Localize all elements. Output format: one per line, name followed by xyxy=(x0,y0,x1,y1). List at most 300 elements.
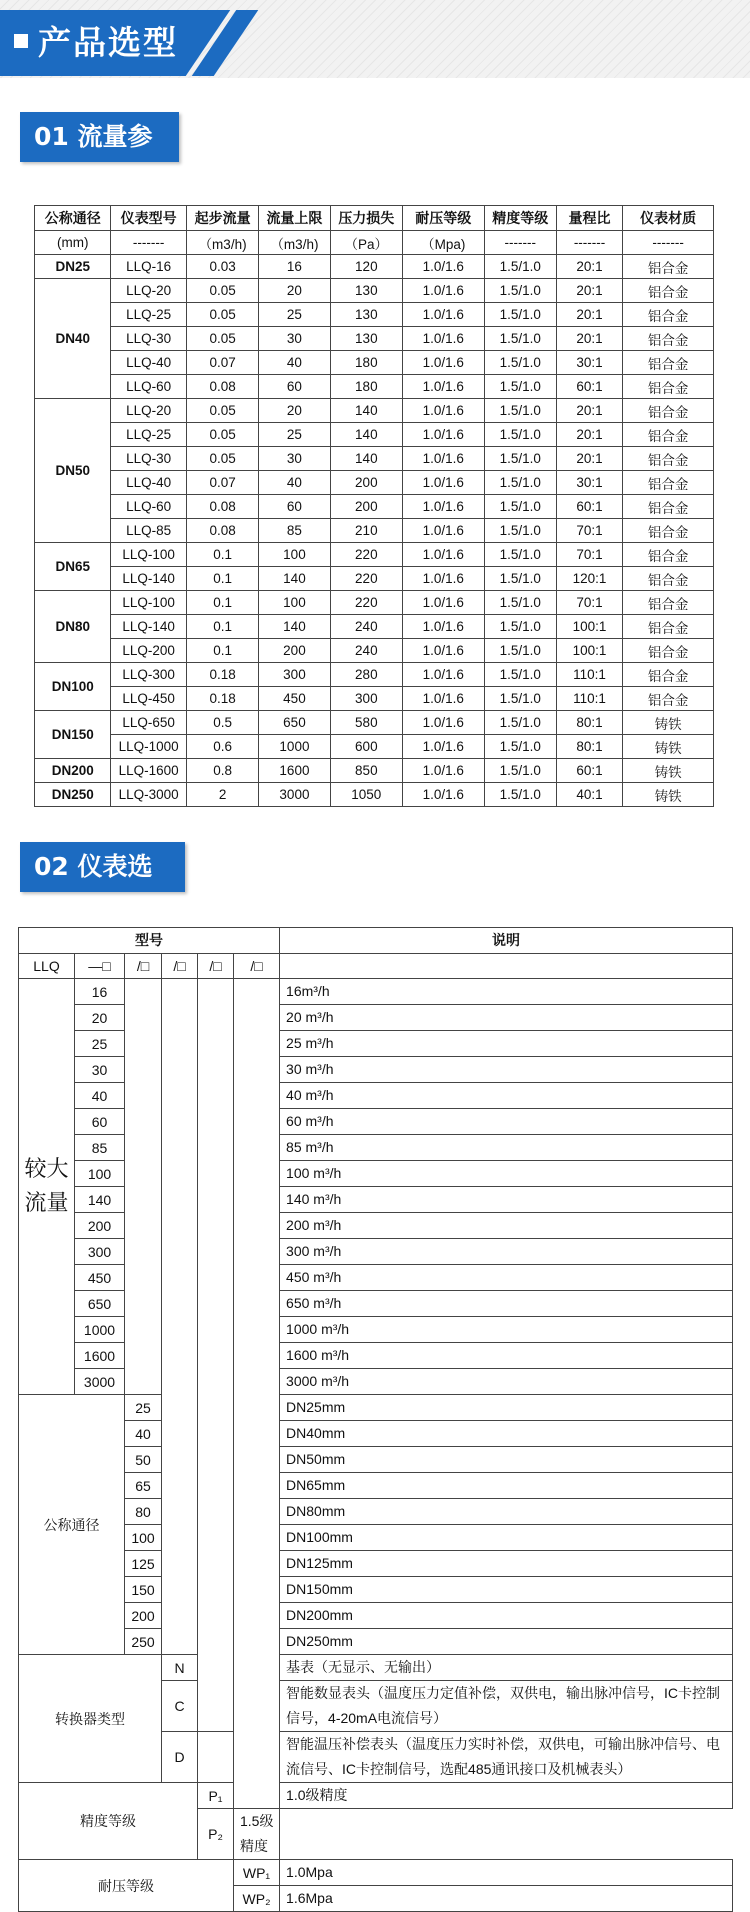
table-cell: 280 xyxy=(330,663,402,687)
table-cell: 铝合金 xyxy=(623,591,714,615)
top-banner xyxy=(0,0,750,78)
flow-code: 85 xyxy=(75,1135,125,1161)
table-cell: 1.5/1.0 xyxy=(484,279,556,303)
spacer-cell xyxy=(162,979,198,1655)
table-cell: 1.0/1.6 xyxy=(403,759,485,783)
table-row xyxy=(35,351,714,375)
table-cell: 1.0/1.6 xyxy=(403,687,485,711)
table-cell: 30 xyxy=(259,327,330,351)
table-cell: 0.8 xyxy=(186,759,258,783)
dn-cell: DN200 xyxy=(35,759,111,783)
table-cell: 25 xyxy=(259,303,330,327)
unit-cell: （m3/h) xyxy=(186,231,258,255)
column-header: 压力损失 xyxy=(330,206,402,231)
table-cell: 0.07 xyxy=(186,471,258,495)
table-cell: 0.07 xyxy=(186,351,258,375)
table-cell: 铝合金 xyxy=(623,303,714,327)
banner-title-wrap xyxy=(14,18,178,68)
table-cell: 130 xyxy=(330,327,402,351)
table-row xyxy=(35,423,714,447)
flow-code: 25 xyxy=(75,1031,125,1057)
pressure-description: 1.0Mpa xyxy=(280,1860,733,1886)
table-cell: 铝合金 xyxy=(623,375,714,399)
flow-description: 300 m³/h xyxy=(280,1239,733,1265)
flow-code: 1000 xyxy=(75,1317,125,1343)
table-cell: 1.5/1.0 xyxy=(484,447,556,471)
dn-description: DN150mm xyxy=(280,1577,733,1603)
table-cell: 1.5/1.0 xyxy=(484,375,556,399)
table-cell: LLQ-20 xyxy=(111,279,186,303)
dn-description: DN50mm xyxy=(280,1447,733,1473)
table-cell: 600 xyxy=(330,735,402,759)
column-header: 起步流量 xyxy=(186,206,258,231)
table-cell: 60 xyxy=(259,495,330,519)
table-cell: 110:1 xyxy=(556,663,622,687)
dn-code: 40 xyxy=(125,1421,162,1447)
table-row xyxy=(19,953,733,979)
table-cell: 1600 xyxy=(259,759,330,783)
table-row xyxy=(35,543,714,567)
table-row xyxy=(19,1473,733,1499)
pressure-description: 1.6Mpa xyxy=(280,1886,733,1912)
table-cell: 80:1 xyxy=(556,735,622,759)
table-cell: 200 xyxy=(259,639,330,663)
converter-code: D xyxy=(162,1732,198,1783)
table-cell: 40:1 xyxy=(556,783,622,807)
table-row xyxy=(35,591,714,615)
flow-description: 16m³/h xyxy=(280,979,733,1005)
table-cell: 铝合金 xyxy=(623,495,714,519)
table-cell: 20 xyxy=(259,279,330,303)
table-cell: 1.5/1.0 xyxy=(484,711,556,735)
dn-description: DN40mm xyxy=(280,1421,733,1447)
flow-code: 300 xyxy=(75,1239,125,1265)
flow-description: 30 m³/h xyxy=(280,1057,733,1083)
table-cell: 20:1 xyxy=(556,255,622,279)
table-cell: 100:1 xyxy=(556,639,622,663)
flow-description: 85 m³/h xyxy=(280,1135,733,1161)
flow-description: 450 m³/h xyxy=(280,1265,733,1291)
table-row xyxy=(19,1783,733,1809)
table-cell: 0.5 xyxy=(186,711,258,735)
table-cell: LLQ-140 xyxy=(111,615,186,639)
table-cell: 1.0/1.6 xyxy=(403,543,485,567)
table-cell: 1.0/1.6 xyxy=(403,567,485,591)
flow-code: 40 xyxy=(75,1083,125,1109)
table-cell: 铸铁 xyxy=(623,783,714,807)
model-code-cell: /□ xyxy=(234,953,280,979)
table-cell: LLQ-25 xyxy=(111,423,186,447)
flow-code: 20 xyxy=(75,1005,125,1031)
table-cell: 60 xyxy=(259,375,330,399)
table-cell: 铸铁 xyxy=(623,735,714,759)
table-cell: 70:1 xyxy=(556,543,622,567)
spacer-cell xyxy=(234,979,280,1809)
table-cell: 140 xyxy=(330,399,402,423)
unit-cell: ------- xyxy=(484,231,556,255)
table-cell: 85 xyxy=(259,519,330,543)
table-cell: 140 xyxy=(330,447,402,471)
dn-code: 65 xyxy=(125,1473,162,1499)
table-cell: 铝合金 xyxy=(623,399,714,423)
table-cell: 100 xyxy=(259,543,330,567)
table-cell: LLQ-60 xyxy=(111,495,186,519)
flow-description: 20 m³/h xyxy=(280,1005,733,1031)
table-cell: 1.0/1.6 xyxy=(403,255,485,279)
flow-code: 16 xyxy=(75,979,125,1005)
dn-cell: DN50 xyxy=(35,399,111,543)
table-cell: 1.0/1.6 xyxy=(403,495,485,519)
table-cell: 1.5/1.0 xyxy=(484,663,556,687)
unit-cell: ------- xyxy=(556,231,622,255)
table-cell: 1.5/1.0 xyxy=(484,351,556,375)
table-row xyxy=(19,1655,733,1681)
table-cell: 1.0/1.6 xyxy=(403,471,485,495)
flow-group-label: 较大流量 xyxy=(19,979,75,1395)
table-cell: 1.0/1.6 xyxy=(403,279,485,303)
table-cell: 铝合金 xyxy=(623,639,714,663)
table-cell: LLQ-650 xyxy=(111,711,186,735)
table-cell: 0.1 xyxy=(186,543,258,567)
table-cell: LLQ-100 xyxy=(111,591,186,615)
dn-code: 50 xyxy=(125,1447,162,1473)
table-row xyxy=(35,375,714,399)
table-row xyxy=(35,567,714,591)
banner-title: 产品选型 xyxy=(38,23,178,62)
table-row xyxy=(19,1551,733,1577)
accuracy-code: P₂ xyxy=(198,1809,234,1860)
table-cell: 220 xyxy=(330,543,402,567)
dn-group-label: 公称通径 xyxy=(19,1395,125,1655)
pressure-code: WP₂ xyxy=(234,1886,280,1912)
table-cell: 0.05 xyxy=(186,279,258,303)
unit-cell: （Mpa) xyxy=(403,231,485,255)
table-cell: 铝合金 xyxy=(623,327,714,351)
table-row xyxy=(19,1499,733,1525)
table-cell: 25 xyxy=(259,423,330,447)
table-cell: 2 xyxy=(186,783,258,807)
table-cell: 铝合金 xyxy=(623,615,714,639)
accuracy-group-label: 精度等级 xyxy=(19,1783,198,1860)
table-cell: 300 xyxy=(330,687,402,711)
table-cell: 铝合金 xyxy=(623,471,714,495)
table-cell: 100 xyxy=(259,591,330,615)
table-cell: 1.0/1.6 xyxy=(403,639,485,663)
dn-code: 150 xyxy=(125,1577,162,1603)
table-cell: 1.5/1.0 xyxy=(484,543,556,567)
table-cell: 1.5/1.0 xyxy=(484,423,556,447)
table-row xyxy=(19,1629,733,1655)
table-row xyxy=(19,1525,733,1551)
table-cell: 210 xyxy=(330,519,402,543)
table-cell: 60:1 xyxy=(556,495,622,519)
description-header: 说明 xyxy=(280,928,733,954)
table-cell: 80:1 xyxy=(556,711,622,735)
flow-description: 1000 m³/h xyxy=(280,1317,733,1343)
table-cell: 1.0/1.6 xyxy=(403,591,485,615)
table-cell: 1.0/1.6 xyxy=(403,711,485,735)
table-cell: 0.1 xyxy=(186,567,258,591)
dn-description: DN100mm xyxy=(280,1525,733,1551)
table-cell: 140 xyxy=(259,615,330,639)
table-cell: 1.5/1.0 xyxy=(484,519,556,543)
table-cell: LLQ-20 xyxy=(111,399,186,423)
table-cell: 0.18 xyxy=(186,663,258,687)
table-cell: 1.5/1.0 xyxy=(484,303,556,327)
table-cell: 30:1 xyxy=(556,471,622,495)
table-cell: LLQ-60 xyxy=(111,375,186,399)
dn-code: 25 xyxy=(125,1395,162,1421)
dn-description: DN200mm xyxy=(280,1603,733,1629)
flow-description: 100 m³/h xyxy=(280,1161,733,1187)
table-cell: 0.03 xyxy=(186,255,258,279)
table-row xyxy=(35,687,714,711)
table-cell: 20:1 xyxy=(556,423,622,447)
table-cell: 850 xyxy=(330,759,402,783)
unit-cell: （Pa） xyxy=(330,231,402,255)
dn-cell: DN100 xyxy=(35,663,111,711)
table-cell: 1.5/1.0 xyxy=(484,567,556,591)
dn-description: DN250mm xyxy=(280,1629,733,1655)
table-cell: 30:1 xyxy=(556,351,622,375)
table-cell: 130 xyxy=(330,279,402,303)
table-cell: 40 xyxy=(259,351,330,375)
table-row xyxy=(19,1421,733,1447)
flow-code: 1600 xyxy=(75,1343,125,1369)
table-cell: 1.5/1.0 xyxy=(484,591,556,615)
table-cell: 220 xyxy=(330,591,402,615)
table-cell: 1.0/1.6 xyxy=(403,327,485,351)
table-cell: 铝合金 xyxy=(623,543,714,567)
table-cell: LLQ-140 xyxy=(111,567,186,591)
table-row xyxy=(19,1577,733,1603)
spacer-cell xyxy=(198,979,234,1732)
table-cell: 1.5/1.0 xyxy=(484,399,556,423)
flow-code: 450 xyxy=(75,1265,125,1291)
table-cell: 300 xyxy=(259,663,330,687)
model-code-cell: LLQ xyxy=(19,953,75,979)
table-row xyxy=(35,495,714,519)
table-cell: 铝合金 xyxy=(623,279,714,303)
table-row xyxy=(35,327,714,351)
dn-cell: DN250 xyxy=(35,783,111,807)
column-header: 流量上限 xyxy=(259,206,330,231)
table-cell: 0.05 xyxy=(186,399,258,423)
table-row xyxy=(35,639,714,663)
table-row xyxy=(19,928,733,954)
accuracy-description: 1.5级精度 xyxy=(234,1809,280,1860)
pressure-group-label: 耐压等级 xyxy=(19,1860,234,1912)
table-row xyxy=(19,1860,733,1886)
column-header: 精度等级 xyxy=(484,206,556,231)
table-cell: 铸铁 xyxy=(623,711,714,735)
table-row xyxy=(35,759,714,783)
table-cell: 130 xyxy=(330,303,402,327)
table-cell: 0.08 xyxy=(186,495,258,519)
table-row xyxy=(35,735,714,759)
table-cell: 110:1 xyxy=(556,687,622,711)
table-row xyxy=(35,255,714,279)
square-bullet-icon xyxy=(14,34,28,48)
unit-cell: (mm) xyxy=(35,231,111,255)
table-cell: 0.1 xyxy=(186,615,258,639)
table-cell: 1.0/1.6 xyxy=(403,519,485,543)
table-row xyxy=(35,399,714,423)
model-code-cell: —□ xyxy=(75,953,125,979)
table-cell: 0.05 xyxy=(186,423,258,447)
table-cell: LLQ-1600 xyxy=(111,759,186,783)
table-cell: LLQ-40 xyxy=(111,471,186,495)
table-cell: 240 xyxy=(330,639,402,663)
unit-cell: （m3/h) xyxy=(259,231,330,255)
dn-cell: DN65 xyxy=(35,543,111,591)
table-cell: 1.0/1.6 xyxy=(403,303,485,327)
pressure-code: WP₁ xyxy=(234,1860,280,1886)
section-tag-flow-params: 01 流量参数 xyxy=(20,112,179,162)
table-cell: 铝合金 xyxy=(623,351,714,375)
table-cell: 1.5/1.0 xyxy=(484,639,556,663)
table-cell: 580 xyxy=(330,711,402,735)
table-cell: 650 xyxy=(259,711,330,735)
converter-description: 智能温压补偿表头（温度压力实时补偿，双供电，可输出脉冲信号、电流信号、IC卡控制信号，选配485通讯接口及机械表头） xyxy=(280,1732,733,1783)
table-row xyxy=(35,303,714,327)
table-cell: LLQ-300 xyxy=(111,663,186,687)
table-cell: 1.5/1.0 xyxy=(484,735,556,759)
table-cell: 0.08 xyxy=(186,519,258,543)
converter-code: N xyxy=(162,1655,198,1681)
table-cell: 20:1 xyxy=(556,279,622,303)
flow-description: 650 m³/h xyxy=(280,1291,733,1317)
column-header: 耐压等级 xyxy=(403,206,485,231)
table-cell: 40 xyxy=(259,471,330,495)
table-cell: 180 xyxy=(330,351,402,375)
dn-code: 250 xyxy=(125,1629,162,1655)
flow-description: 3000 m³/h xyxy=(280,1369,733,1395)
table-cell: 20:1 xyxy=(556,447,622,471)
table-cell: 1.0/1.6 xyxy=(403,447,485,471)
model-code-cell: /□ xyxy=(198,953,234,979)
model-code-cell: /□ xyxy=(125,953,162,979)
table-row xyxy=(35,279,714,303)
column-header: 公称通径 xyxy=(35,206,111,231)
dn-code: 80 xyxy=(125,1499,162,1525)
dn-cell: DN40 xyxy=(35,279,111,399)
table-cell: 120 xyxy=(330,255,402,279)
dn-description: DN80mm xyxy=(280,1499,733,1525)
unit-cell: ------- xyxy=(623,231,714,255)
units-row xyxy=(35,231,714,255)
dn-code: 125 xyxy=(125,1551,162,1577)
table-cell: 铝合金 xyxy=(623,447,714,471)
table-cell: 1.5/1.0 xyxy=(484,615,556,639)
table-cell: LLQ-1000 xyxy=(111,735,186,759)
column-header: 仪表材质 xyxy=(623,206,714,231)
table-row xyxy=(35,711,714,735)
flow-code: 200 xyxy=(75,1213,125,1239)
table-row xyxy=(35,447,714,471)
table-row xyxy=(35,615,714,639)
dn-code: 200 xyxy=(125,1603,162,1629)
table-cell: 20:1 xyxy=(556,399,622,423)
accuracy-description: 1.0级精度 xyxy=(280,1783,733,1809)
converter-code: C xyxy=(162,1681,198,1732)
table-cell: 20:1 xyxy=(556,327,622,351)
unit-cell: ------- xyxy=(111,231,186,255)
flow-description: 1600 m³/h xyxy=(280,1343,733,1369)
table-cell: 铝合金 xyxy=(623,687,714,711)
flow-code: 650 xyxy=(75,1291,125,1317)
table-row xyxy=(19,979,733,1005)
table-cell: 140 xyxy=(259,567,330,591)
converter-group-label: 转换器类型 xyxy=(19,1655,162,1783)
table-row xyxy=(35,471,714,495)
table-cell: 铝合金 xyxy=(623,663,714,687)
table-cell: 1.0/1.6 xyxy=(403,735,485,759)
flow-code: 140 xyxy=(75,1187,125,1213)
flow-description: 25 m³/h xyxy=(280,1031,733,1057)
table-cell: LLQ-450 xyxy=(111,687,186,711)
spacer-cell xyxy=(125,979,162,1395)
table-cell: 140 xyxy=(330,423,402,447)
table-cell: 0.18 xyxy=(186,687,258,711)
column-header: 量程比 xyxy=(556,206,622,231)
table-cell: 70:1 xyxy=(556,519,622,543)
table-cell: 3000 xyxy=(259,783,330,807)
table-cell: 1.5/1.0 xyxy=(484,255,556,279)
dn-cell: DN80 xyxy=(35,591,111,663)
table-cell: 240 xyxy=(330,615,402,639)
flow-description: 40 m³/h xyxy=(280,1083,733,1109)
table-cell: 220 xyxy=(330,567,402,591)
table-cell: 1050 xyxy=(330,783,402,807)
table-cell: 铸铁 xyxy=(623,759,714,783)
flow-description: 140 m³/h xyxy=(280,1187,733,1213)
table-cell: LLQ-3000 xyxy=(111,783,186,807)
table-cell: 100:1 xyxy=(556,615,622,639)
table-cell: 0.05 xyxy=(186,447,258,471)
table-cell: 0.08 xyxy=(186,375,258,399)
flow-code: 3000 xyxy=(75,1369,125,1395)
table-cell: 20:1 xyxy=(556,303,622,327)
table-cell: 1.5/1.0 xyxy=(484,759,556,783)
table-cell: LLQ-30 xyxy=(111,447,186,471)
table-cell: LLQ-30 xyxy=(111,327,186,351)
table-cell: 20 xyxy=(259,399,330,423)
flow-code: 30 xyxy=(75,1057,125,1083)
column-header: 仪表型号 xyxy=(111,206,186,231)
table-cell: LLQ-25 xyxy=(111,303,186,327)
section-tag-meter-selection: 02 仪表选型 xyxy=(20,842,185,892)
accuracy-code: P₁ xyxy=(198,1783,234,1809)
table-cell: 16 xyxy=(259,255,330,279)
converter-description: 智能数显表头（温度压力定值补偿，双供电，输出脉冲信号，IC卡控制信号，4-20mA电流信号） xyxy=(280,1681,733,1732)
dn-description: DN125mm xyxy=(280,1551,733,1577)
dn-cell: DN150 xyxy=(35,711,111,759)
table-cell: 铝合金 xyxy=(623,567,714,591)
header-row xyxy=(35,206,714,231)
dn-cell: DN25 xyxy=(35,255,111,279)
table-cell: 1.5/1.0 xyxy=(484,495,556,519)
table-cell: 1.0/1.6 xyxy=(403,375,485,399)
table-row xyxy=(35,663,714,687)
dn-code: 100 xyxy=(125,1525,162,1551)
table-cell: 0.05 xyxy=(186,327,258,351)
table-cell: 450 xyxy=(259,687,330,711)
flow-description: 200 m³/h xyxy=(280,1213,733,1239)
dn-description: DN25mm xyxy=(280,1395,733,1421)
flow-code: 60 xyxy=(75,1109,125,1135)
table-cell: 1.5/1.0 xyxy=(484,327,556,351)
